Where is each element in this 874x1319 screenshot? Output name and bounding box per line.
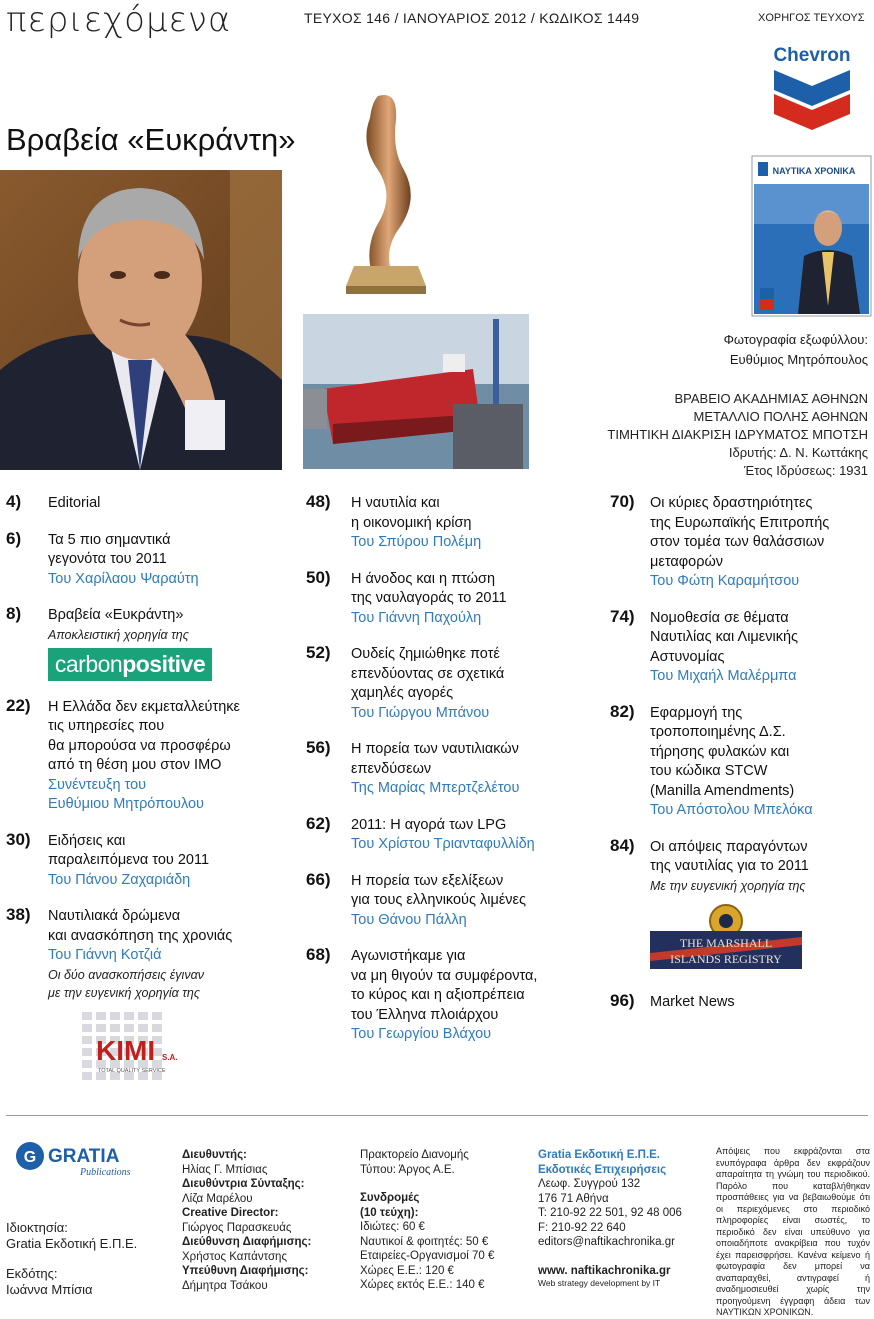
toc-title-line: Αστυνομίας xyxy=(650,648,725,665)
toc-entry[interactable] xyxy=(610,835,872,976)
gratia-logo xyxy=(14,1140,144,1180)
toc-title-line: Market News xyxy=(650,993,735,1010)
kimi-logo-tag: TOTAL QUALITY SERVICE xyxy=(98,1067,166,1074)
carbonpositive-logo-text-a: carbon xyxy=(54,650,123,677)
toc-author-line: Του Γεωργίου Βλάχου xyxy=(351,1026,492,1042)
toc-entry[interactable] xyxy=(6,494,296,514)
address-line: 176 71 Αθήνα xyxy=(538,1192,609,1205)
toc-title-line: τις υπηρεσίες που xyxy=(48,718,165,734)
subscription-price: Χώρες εκτός Ε.Ε.: 140 € xyxy=(360,1279,485,1291)
staff-role: Διεύθυνση Διαφήμισης: xyxy=(182,1236,312,1248)
toc-title-line: χαμηλές αγορές xyxy=(351,685,454,701)
toc-title-line: Εφαρμογή της xyxy=(650,704,743,721)
toc-title-line: του κώδικα STCW xyxy=(650,763,768,779)
owner-block xyxy=(6,1220,137,1298)
carbonpositive-logo-text-b: positive xyxy=(122,650,206,677)
toc-author-line: Της Μαρίας Μπερτζελέτου xyxy=(351,780,520,796)
masthead: περιεχόμενα xyxy=(6,0,232,40)
toc-title-line: της ναυτιλίας για το 2011 xyxy=(650,858,809,874)
founded-year-line: Έτος Ιδρύσεως: 1931 xyxy=(744,463,868,478)
kimi-logo xyxy=(78,1010,178,1088)
carbonpositive-logo xyxy=(48,648,212,681)
awards-block xyxy=(607,390,868,480)
toc-entry[interactable] xyxy=(306,740,606,799)
web-credit: Web strategy development by IT xyxy=(538,1278,661,1288)
toc-title-line: το κύρος και η αξιοπρέπεια xyxy=(351,987,525,1003)
toc-note-line: Με την ευγενική χορηγία της xyxy=(650,878,806,893)
address-line: Λεωφ. Συγγρού 132 xyxy=(538,1178,641,1190)
toc-entry[interactable] xyxy=(6,829,296,891)
publisher-label: Εκδότης: xyxy=(6,1266,58,1281)
toc-entry[interactable] xyxy=(610,606,872,687)
distribution-value: Τύπου: Άργος Α.Ε. xyxy=(360,1163,455,1176)
toc-entry[interactable] xyxy=(610,990,872,1013)
staff-name: Χρήστος Καπάντσης xyxy=(182,1250,287,1263)
toc-title-line: της Ευρωπαϊκής Επιτροπής xyxy=(650,514,830,531)
portrait-photo xyxy=(0,170,282,470)
toc-entry[interactable] xyxy=(610,494,872,592)
toc-page-number: 4) xyxy=(6,492,22,511)
cover-caption-label: Φωτογραφία εξωφύλλου: xyxy=(723,332,868,347)
toc-title-line: Η πορεία των εξελίξεων xyxy=(351,872,504,889)
toc-title-line: Βραβεία «Ευκράντη» xyxy=(48,607,184,623)
gratia-logo-text: GRATIA xyxy=(48,1146,120,1167)
company-subtitle: Εκδοτικές Επιχειρήσεις xyxy=(538,1163,667,1176)
toc-author-line: Του Απόστολου Μπελόκα xyxy=(650,802,813,818)
owner-name: Gratia Εκδοτική Ε.Π.Ε. xyxy=(6,1236,138,1251)
toc-title-line: τροποποιημένης Δ.Σ. xyxy=(650,724,786,740)
toc-page-number: 96) xyxy=(610,990,635,1010)
toc-title-line: γεγονότα του 2011 xyxy=(48,551,167,567)
feature-title: Βραβεία «Ευκράντη» xyxy=(6,122,296,157)
staff-role: Creative Director: xyxy=(182,1207,279,1219)
toc-author-line: Του Φώτη Καραμήτσου xyxy=(650,573,800,589)
publisher-name: Ιωάννα Μπίσια xyxy=(6,1282,93,1297)
toc-entry[interactable] xyxy=(610,701,872,821)
toc-author-line: Του Θάνου Πάλλη xyxy=(351,911,467,928)
company-block xyxy=(538,1148,682,1288)
toc-author-line: Ευθύμιου Μητρόπουλου xyxy=(48,796,204,812)
toc-note-line: Αποκλειστική χορηγία της xyxy=(48,627,189,642)
owner-label: Ιδιοκτησία: xyxy=(6,1220,68,1235)
toc-entry[interactable] xyxy=(306,947,606,1045)
toc-title-line: Ναυτιλίας και Λιμενικής xyxy=(650,629,799,645)
staff-role: Διευθυντής: xyxy=(182,1149,247,1161)
website-link[interactable]: www. naftikachronika.gr xyxy=(538,1264,671,1277)
kimi-logo-text: KIMI xyxy=(96,1034,156,1066)
staff-name: Ηλίας Γ. Μπίσιας xyxy=(182,1163,268,1176)
subscription-price: Ναυτικοί & φοιτητές: 50 € xyxy=(360,1235,489,1248)
founder-line: Ιδρυτής: Δ. Ν. Κωττάκης xyxy=(728,445,868,460)
toc-title-line: να μη θιγούν τα συμφέροντα, xyxy=(351,967,538,984)
magazine-cover xyxy=(752,156,871,316)
toc-entry[interactable] xyxy=(6,907,296,1093)
phone: Τ: 210-92 22 501, 92 48 006 xyxy=(538,1207,682,1219)
svg-text:G: G xyxy=(23,1149,37,1166)
toc-title-line: Οι κύριες δραστηριότητες xyxy=(650,495,813,511)
chevron-logo-text: Chevron xyxy=(773,45,851,66)
subscription-price: Ιδιώτες: 60 € xyxy=(360,1221,425,1233)
staff-block xyxy=(182,1148,311,1293)
toc-title-line: στον τομέα των θαλάσσιων xyxy=(650,534,825,550)
toc-title-line: επενδύοντας σε σχετικά xyxy=(351,665,505,682)
toc-author-line: Συνέντευξη του xyxy=(48,776,147,793)
toc-author-line: Του Χρίστου Τριανταφυλλίδη xyxy=(351,836,535,852)
toc-title-line: η οικονομική κρίση xyxy=(351,514,472,531)
sponsor-label: ΧΟΡΗΓΟΣ ΤΕΥΧΟΥΣ xyxy=(758,12,865,24)
toc-entry[interactable] xyxy=(306,494,606,553)
gratia-logo-sub: Publications xyxy=(80,1167,131,1178)
staff-role: Διευθύντρια Σύνταξης: xyxy=(182,1178,305,1190)
toc-title-line: Editorial xyxy=(48,495,101,511)
toc-title-line: και ανασκόπηση της χρονιάς xyxy=(48,927,233,944)
toc-column-2 xyxy=(306,494,606,1062)
toc-author-line: Του Πάνου Ζαχαριάδη xyxy=(48,871,191,888)
toc-author-line: Του Χαρίλαου Ψαραύτη xyxy=(48,570,199,587)
toc-author-line: Του Γιάννη Κοτζιά xyxy=(48,947,162,963)
toc-page-number: 48) xyxy=(306,492,331,511)
toc-note-line: Οι δύο ανασκοπήσεις έγιναν xyxy=(48,967,204,982)
toc-page-number: 38) xyxy=(6,905,31,924)
cover-magazine-name: ΝΑΥΤΙΚΑ ΧΡΟΝΙΚΑ xyxy=(772,166,856,176)
staff-name: Λίζα Μαρέλου xyxy=(182,1192,253,1205)
toc-title-line: παραλειπόμενα του 2011 xyxy=(48,852,210,868)
toc-author-line: Του Γιάννη Παχούλη xyxy=(351,609,482,626)
subscription-price: Χώρες Ε.Ε.: 120 € xyxy=(360,1264,454,1277)
distribution-label: Πρακτορείο Διανομής xyxy=(360,1149,469,1161)
toc-page-number: 74) xyxy=(610,606,635,626)
toc-title-line: (Manilla Amendments) xyxy=(650,782,795,799)
toc-note-line: με την ευγενική χορηγία της xyxy=(48,985,200,1000)
toc-entry[interactable] xyxy=(306,869,606,931)
marshall-islands-registry-logo xyxy=(650,901,802,971)
subscriptions-label: Συνδρομές xyxy=(360,1192,420,1204)
toc-entry[interactable] xyxy=(306,813,606,855)
toc-entry[interactable] xyxy=(6,606,296,681)
toc-title-line: Αγωνιστήκαμε για xyxy=(351,948,466,964)
toc-entry[interactable] xyxy=(306,567,606,629)
ship-photo xyxy=(303,314,529,469)
toc-title-line: τήρησης φυλακών και xyxy=(650,743,790,760)
toc-page-number: 84) xyxy=(610,835,635,855)
toc-title-line: του Έλληνα πλοιάρχου xyxy=(351,1006,499,1023)
toc-entry[interactable] xyxy=(306,645,606,723)
toc-title-line: Ναυτιλιακά δρώμενα xyxy=(48,908,181,924)
award-line: ΒΡΑΒΕΙΟ ΑΚΑΔΗΜΙΑΣ ΑΘΗΝΩΝ xyxy=(674,391,868,406)
toc-page-number: 6) xyxy=(6,528,22,548)
toc-page-number: 8) xyxy=(6,604,22,623)
toc-page-number: 68) xyxy=(306,945,331,964)
toc-title-line: Η άνοδος και η πτώση xyxy=(351,570,496,587)
staff-name: Γιώργος Παρασκευάς xyxy=(182,1221,292,1234)
toc-page-number: 56) xyxy=(306,738,331,757)
subscriptions-sub: (10 τεύχη): xyxy=(360,1206,419,1219)
toc-page-number: 82) xyxy=(610,701,635,721)
toc-title-line: Νομοθεσία σε θέματα xyxy=(650,609,789,626)
toc-title-line: για τους ελληνικούς λιμένες xyxy=(351,892,526,908)
toc-title-line: της ναυλαγοράς το 2011 xyxy=(351,590,507,606)
toc-page-number: 50) xyxy=(306,567,331,587)
distribution-block xyxy=(360,1148,494,1293)
footer-divider xyxy=(6,1115,868,1116)
staff-role: Υπεύθυνη Διαφήμισης: xyxy=(182,1265,309,1277)
subscription-price: Εταιρείες-Οργανισμοί 70 € xyxy=(360,1250,495,1262)
toc-title-line: μεταφορών xyxy=(650,553,724,570)
toc-title-line: Τα 5 πιο σημαντικά xyxy=(48,531,171,548)
cover-caption xyxy=(724,330,868,370)
disclaimer: Απόψεις που εκφράζονται στα ενυπόγραφα άρθρα δεν εκφράζουν απαραίτητα τη γνώμη του περιοδικού. Παρόλο που καταβλήθηκαν προσπάθειες για να βεβαιωθούμε ότι οι περιεχόμενες στο περιοδικό πληροφορίες είναι σωστές, το περιοδικό δεν είναι υπεύθυνο για οποιαδήποτε ανακρίβεια που τυχόν έχει παρεισφρήσει. Κανένα κείμενο ή φωτογραφία δεν μπορεί να αναπαραχθεί, αντιγραφεί ή αναδημοσιευθεί χωρίς την προηγούμενη έγγραφη άδεια των ΝΑΥΤΙΚΩΝ ΧΡΟΝΙΚΩΝ. xyxy=(716,1146,870,1317)
marshall-logo-line-1: THE MARSHALL xyxy=(679,935,773,950)
toc-title-line: Ειδήσεις και xyxy=(48,832,126,849)
toc-title-line: θα μπορούσα να προσφέρω xyxy=(48,737,231,754)
toc-column-1 xyxy=(6,494,296,1110)
toc-title-line: Η Ελλάδα δεν εκμεταλλεύτηκε xyxy=(48,698,240,715)
toc-title-line: Ουδείς ζημιώθηκε ποτέ xyxy=(351,646,500,662)
toc-title-line: από τη θέση μου στον ΙΜΟ xyxy=(48,757,222,773)
toc-page-number: 30) xyxy=(6,829,31,849)
toc-author-line: Του Σπύρου Πολέμη xyxy=(351,534,482,550)
email-link[interactable]: editors@naftikachronika.gr xyxy=(538,1236,675,1248)
toc-author-line: Του Γιώργου Μπάνου xyxy=(351,704,490,721)
toc-entry[interactable] xyxy=(6,528,296,590)
toc-entry[interactable] xyxy=(6,695,296,815)
marshall-logo-line-2: ISLANDS REGISTRY xyxy=(670,951,782,966)
toc-page-number: 22) xyxy=(6,695,31,715)
toc-title-line: Η πορεία των ναυτιλιακών xyxy=(351,741,519,757)
trophy-photo xyxy=(340,90,430,300)
toc-column-3 xyxy=(610,494,872,1029)
kimi-logo-suffix: S.A. xyxy=(162,1052,178,1062)
toc-title-line: 2011: Η αγορά των LPG xyxy=(351,816,507,833)
company-name: Gratia Εκδοτική Ε.Π.Ε. xyxy=(538,1149,661,1161)
toc-page-number: 52) xyxy=(306,643,331,662)
toc-page-number: 70) xyxy=(610,492,635,511)
award-line: ΤΙΜΗΤΙΚΗ ΔΙΑΚΡΙΣΗ ΙΔΡΥΜΑΤΟΣ ΜΠΟΤΣΗ xyxy=(607,427,868,442)
toc-title-line: Οι απόψεις παραγόντων xyxy=(650,838,808,855)
fax: F: 210-92 22 640 xyxy=(538,1221,626,1234)
chevron-logo xyxy=(770,42,854,138)
award-line: ΜΕΤΑΛΛΙΟ ΠΟΛΗΣ ΑΘΗΝΩΝ xyxy=(693,409,868,424)
toc-author-line: Του Μιχαήλ Μαλέρμπα xyxy=(650,668,797,684)
toc-title-line: επενδύσεων xyxy=(351,760,432,777)
issue-line: ΤΕΥΧΟΣ 146 / ΙΑΝΟΥΑΡΙΟΣ 2012 / ΚΩΔΙΚΟΣ 1449 xyxy=(304,10,640,26)
staff-name: Δήμητρα Τσάκου xyxy=(182,1279,268,1292)
toc-title-line: Η ναυτιλία και xyxy=(351,495,440,511)
toc-page-number: 66) xyxy=(306,869,331,889)
toc-page-number: 62) xyxy=(306,813,331,833)
cover-caption-name: Ευθύμιος Μητρόπουλος xyxy=(729,352,868,367)
